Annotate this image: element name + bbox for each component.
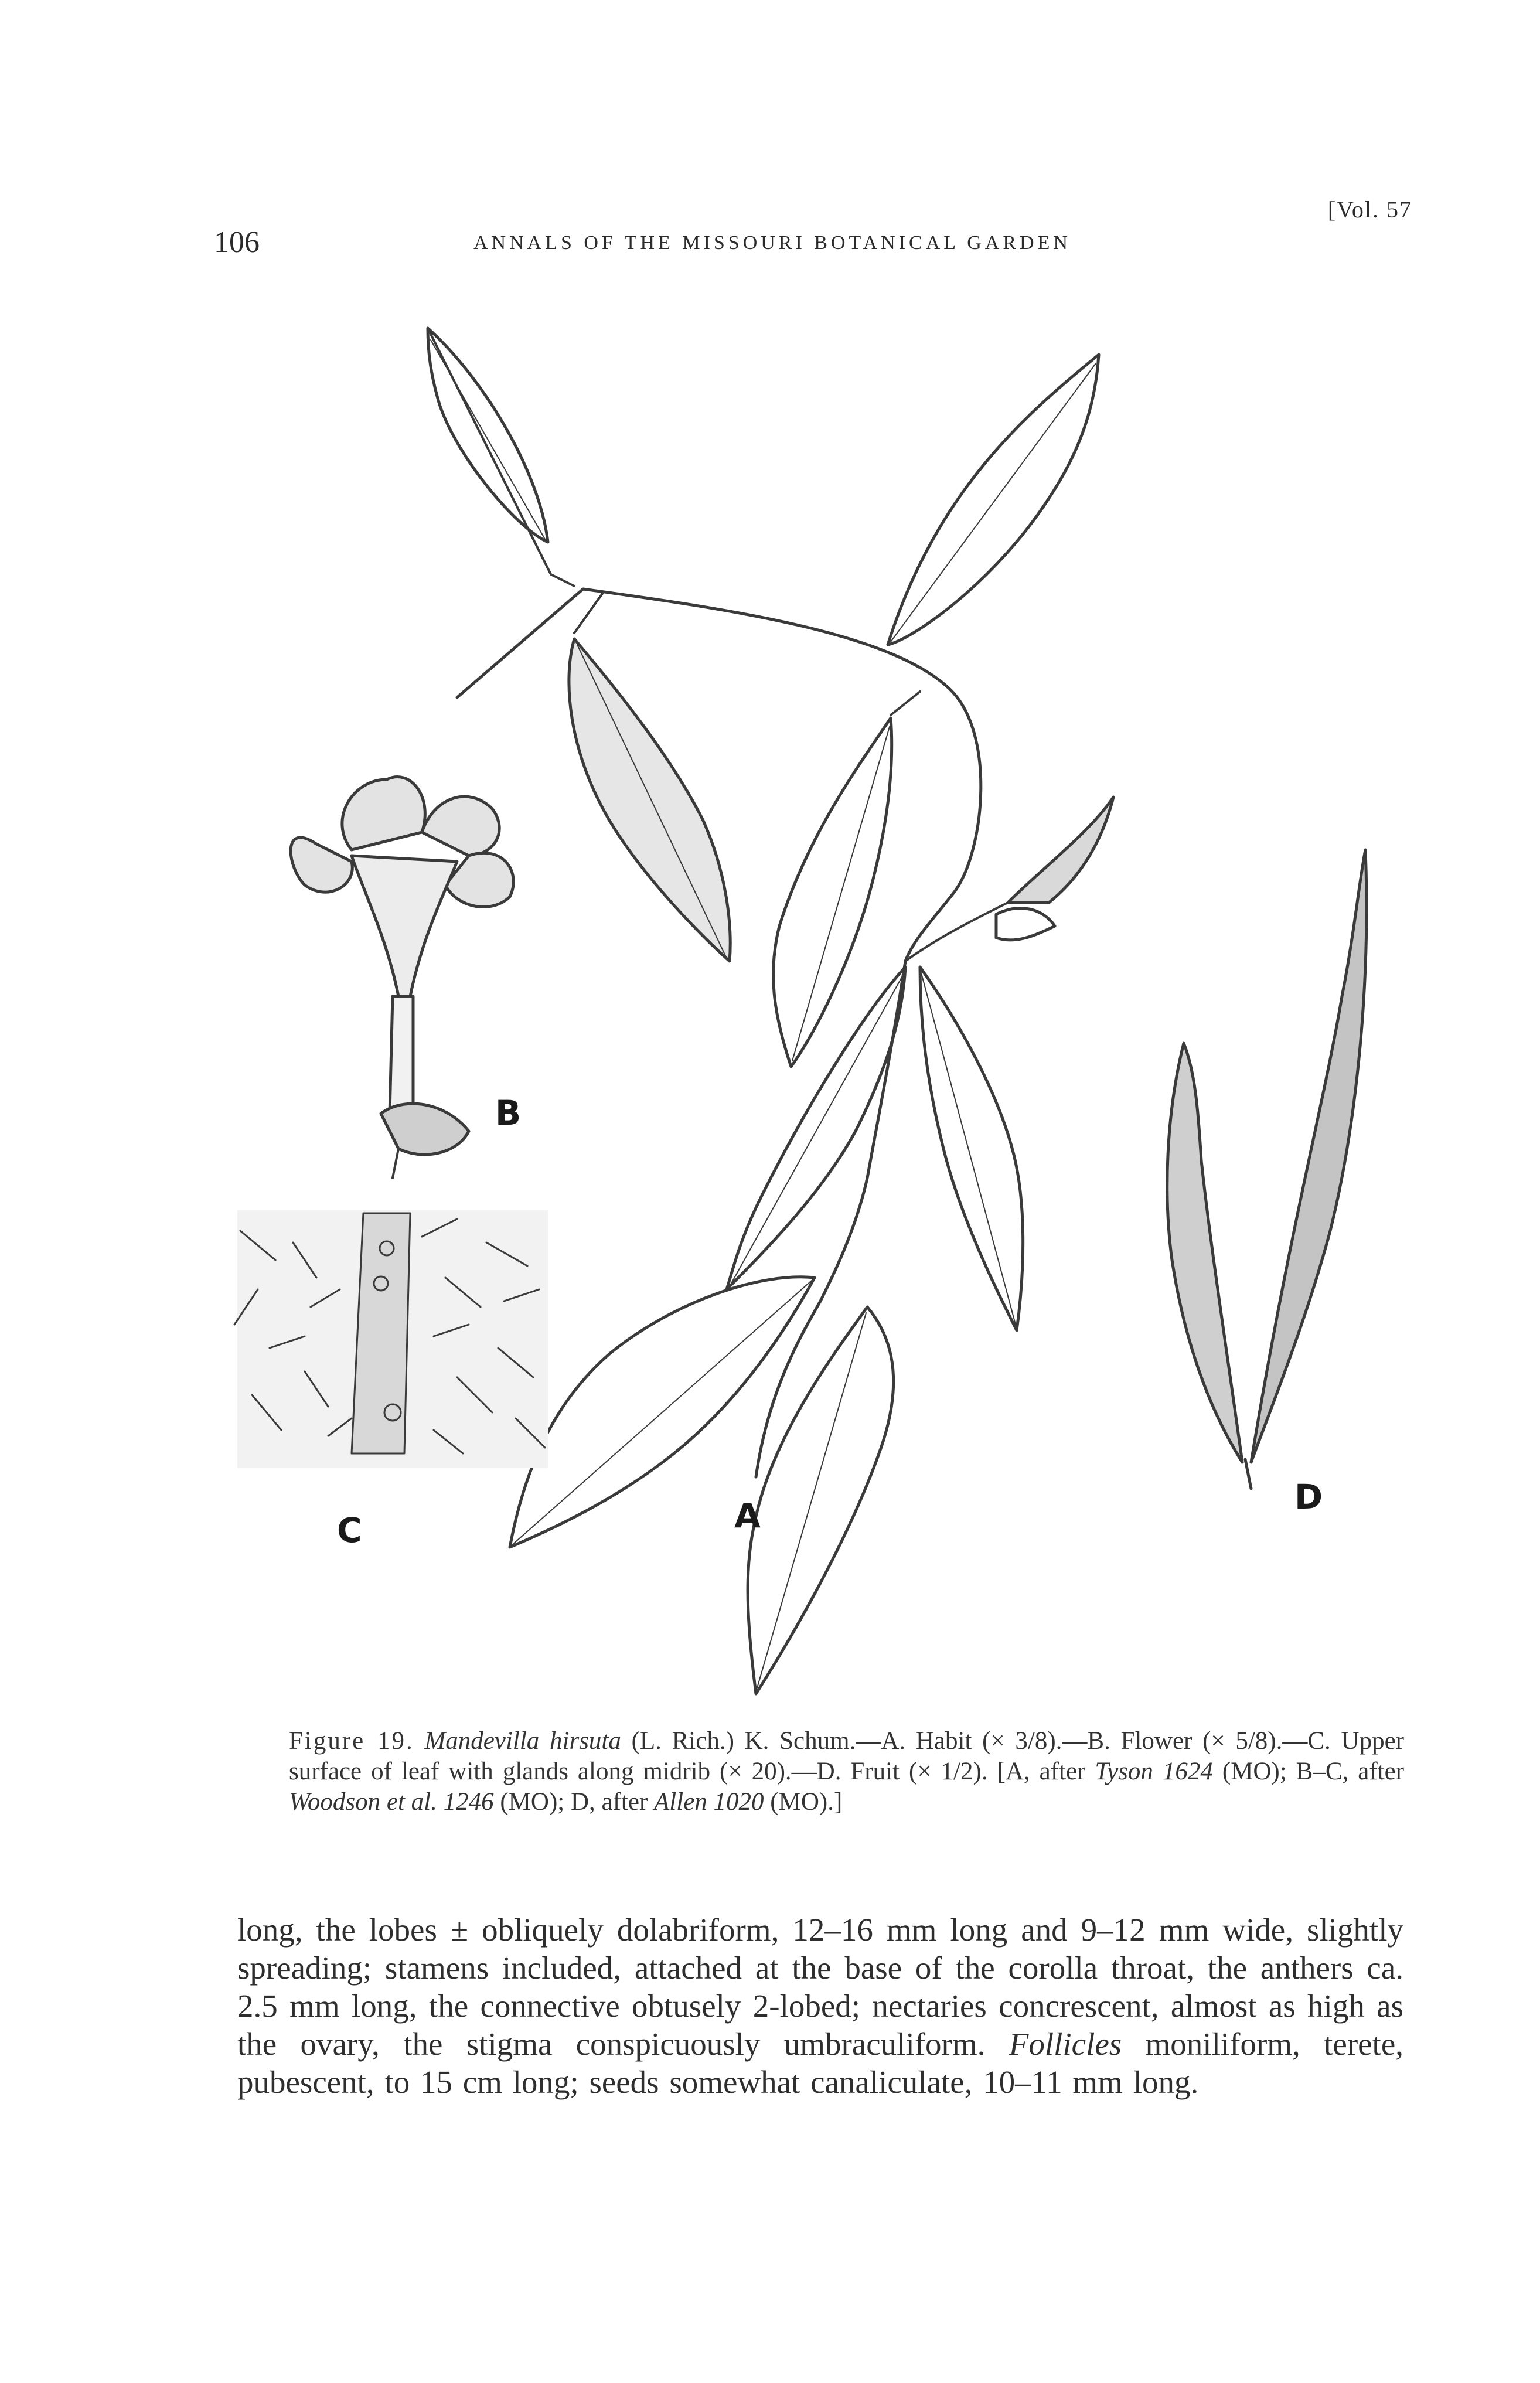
panel-label-b: B bbox=[495, 1093, 522, 1133]
habit-stem-secondary bbox=[428, 328, 574, 586]
panel-label-a: A bbox=[734, 1496, 761, 1536]
follicle bbox=[1167, 1043, 1242, 1462]
habit-leaf bbox=[774, 718, 892, 1067]
flower-panel-b bbox=[291, 777, 513, 1178]
panel-label-c: C bbox=[337, 1510, 362, 1550]
habit-calyx bbox=[996, 908, 1055, 940]
habit-leaf-stippled bbox=[569, 639, 730, 961]
flower-throat bbox=[352, 856, 457, 996]
habit-leaf bbox=[888, 355, 1099, 645]
caption-collector-allen: Allen 1020 bbox=[654, 1788, 764, 1816]
caption-text: (MO); B–C, after bbox=[1212, 1758, 1404, 1785]
figure-number: Figure 19. bbox=[289, 1727, 414, 1755]
body-text: moniliform, terete, pubescent, to 15 cm long; seeds somewhat canaliculate, 10–11 mm long. bbox=[237, 2026, 1403, 2100]
caption-authority: (L. Rich.) K. Schum. bbox=[621, 1727, 856, 1755]
caption-text: (MO).] bbox=[764, 1788, 843, 1816]
habit-flower-bud bbox=[1008, 797, 1113, 903]
follicles-term: Follicles bbox=[1009, 2026, 1122, 2062]
habit-leaf bbox=[920, 967, 1023, 1330]
body-text: long, the lobes ± obliquely dolabriform, 12–16 mm long and 9–12 mm wide, slightly spreading; stamens included, attached at the base of the corolla throat, the anthers ca. 2.5 mm long, the connective obtusely 2-lobed; nectaries concrescent, almost as high as the ovary, the stigma conspicuously umbraculiform. bbox=[237, 1912, 1403, 2062]
flower-petal bbox=[422, 796, 499, 856]
flower-calyx bbox=[381, 1104, 469, 1155]
caption-text: —A. Habit (× 3/8).—B. Flower (× 5/8).—C. Upper surface of leaf with glands along midrib (× 20).—D. Fruit (× 1/2). [A, after bbox=[289, 1727, 1404, 1785]
caption-collector-tyson: Tyson 1624 bbox=[1095, 1758, 1213, 1785]
volume-label: [Vol. 57 bbox=[1327, 196, 1412, 223]
caption-text: (MO); D, after bbox=[493, 1788, 655, 1816]
flower-petal bbox=[291, 838, 352, 892]
habit-petiole bbox=[891, 692, 920, 715]
figure-caption bbox=[289, 1726, 1404, 1817]
habit-branch bbox=[574, 592, 604, 633]
flower-tube bbox=[390, 996, 413, 1114]
habit-leaf bbox=[428, 328, 548, 542]
running-head: ANNALS OF THE MISSOURI BOTANICAL GARDEN bbox=[473, 232, 1071, 254]
habit-leaf bbox=[727, 967, 905, 1289]
panel-label-d: D bbox=[1294, 1477, 1323, 1517]
page-number: 106 bbox=[214, 226, 260, 259]
flower-petal bbox=[342, 777, 425, 850]
habit-leaf bbox=[748, 1307, 894, 1694]
caption-taxon: Mandevilla hirsuta bbox=[424, 1727, 621, 1755]
body-paragraph bbox=[237, 1911, 1403, 2101]
caption-collector-woodson: Woodson et al. 1246 bbox=[289, 1788, 494, 1816]
fruit-panel-d bbox=[1167, 850, 1367, 1489]
follicle bbox=[1251, 850, 1367, 1462]
